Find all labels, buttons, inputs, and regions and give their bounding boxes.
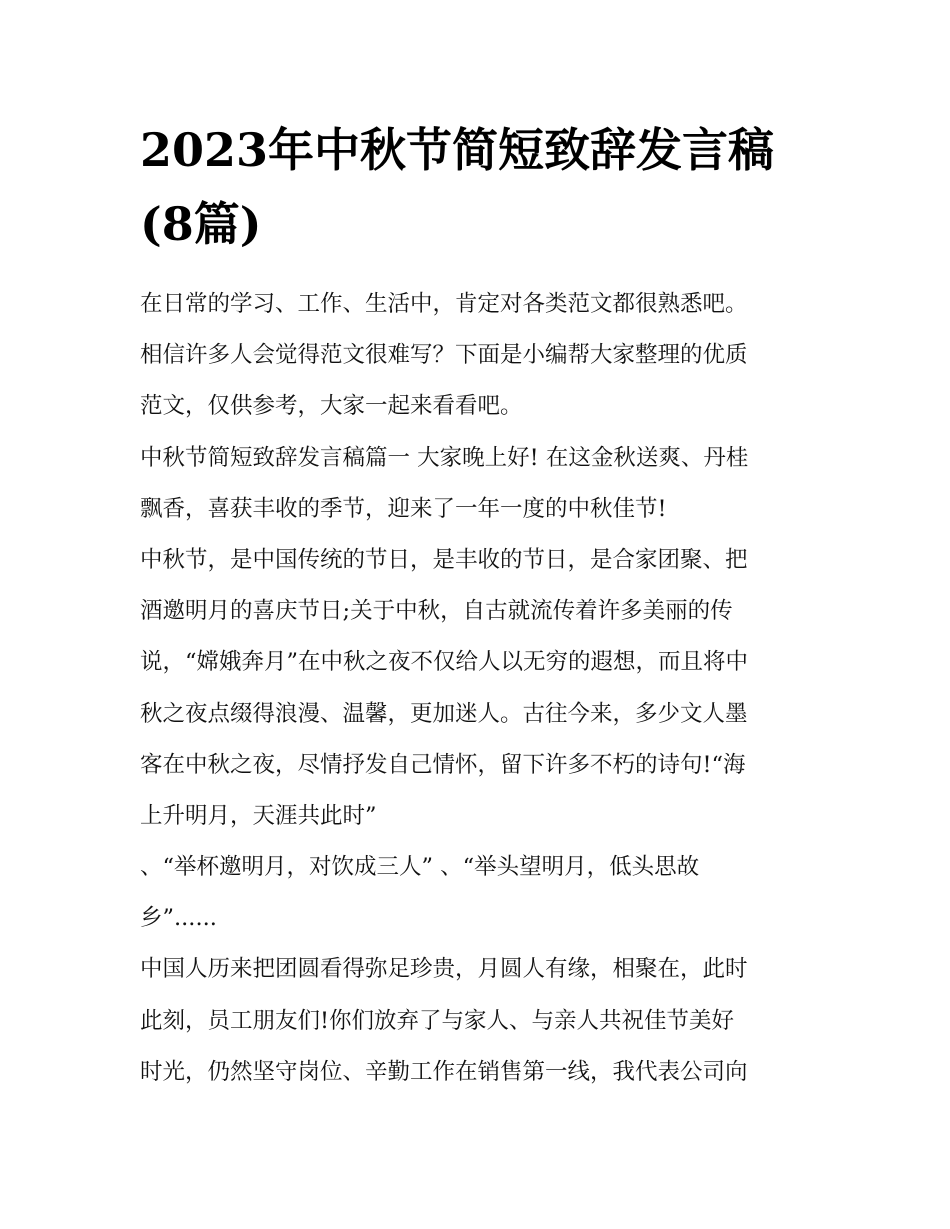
body-line: 上升明月，天涯共此时”: [140, 802, 377, 829]
body-line: 客在中秋之夜，尽情抒发自己情怀，留下许多不朽的诗句!“海: [140, 751, 746, 778]
title-line: (8篇): [140, 197, 262, 251]
body-line: 中秋节，是中国传统的节日，是丰收的节日，是合家团聚、把: [140, 546, 748, 573]
body-line: 中国人历来把团圆看得弥足珍贵，月圆人有缘，相聚在，此时: [140, 956, 748, 983]
body-line: 、“举杯邀明月，对饮成三人” 、“举头望明月，低头思故: [140, 854, 700, 881]
body-line: 在日常的学习、工作、生活中，肯定对各类范文都很熟悉吧。: [140, 291, 748, 317]
body-line: 说，“嫦娥奔月”在中秋之夜不仅给人以无穷的遐想，而且将中: [140, 649, 749, 676]
document-title: [140, 113, 840, 261]
body-line: 此刻，员工朋友们!你们放弃了与家人、与亲人共祝佳节美好: [140, 1007, 735, 1034]
document-body: [140, 279, 840, 1098]
body-line: 时光，仍然坚守岗位、辛勤工作在销售第一线，我代表公司向: [140, 1058, 748, 1085]
body-line: 相信许多人会觉得范文很难写？下面是小编帮大家整理的优质: [140, 342, 748, 369]
body-line: 中秋节简短致辞发言稿篇一 大家晚上好! 在这金秋送爽、丹桂: [140, 444, 749, 471]
title-line: 2023年中秋节简短致辞发言稿: [140, 123, 775, 177]
body-line: 酒邀明月的喜庆节日;关于中秋，自古就流传着许多美丽的传: [140, 598, 733, 625]
body-line: 乡”......: [140, 905, 217, 932]
body-line: 秋之夜点缀得浪漫、温馨，更加迷人。古往今来，多少文人墨: [140, 700, 748, 727]
body-line: 飘香，喜获丰收的季节，迎来了一年一度的中秋佳节!: [140, 495, 667, 522]
body-line: 范文，仅供参考，大家一起来看看吧。: [140, 393, 523, 420]
